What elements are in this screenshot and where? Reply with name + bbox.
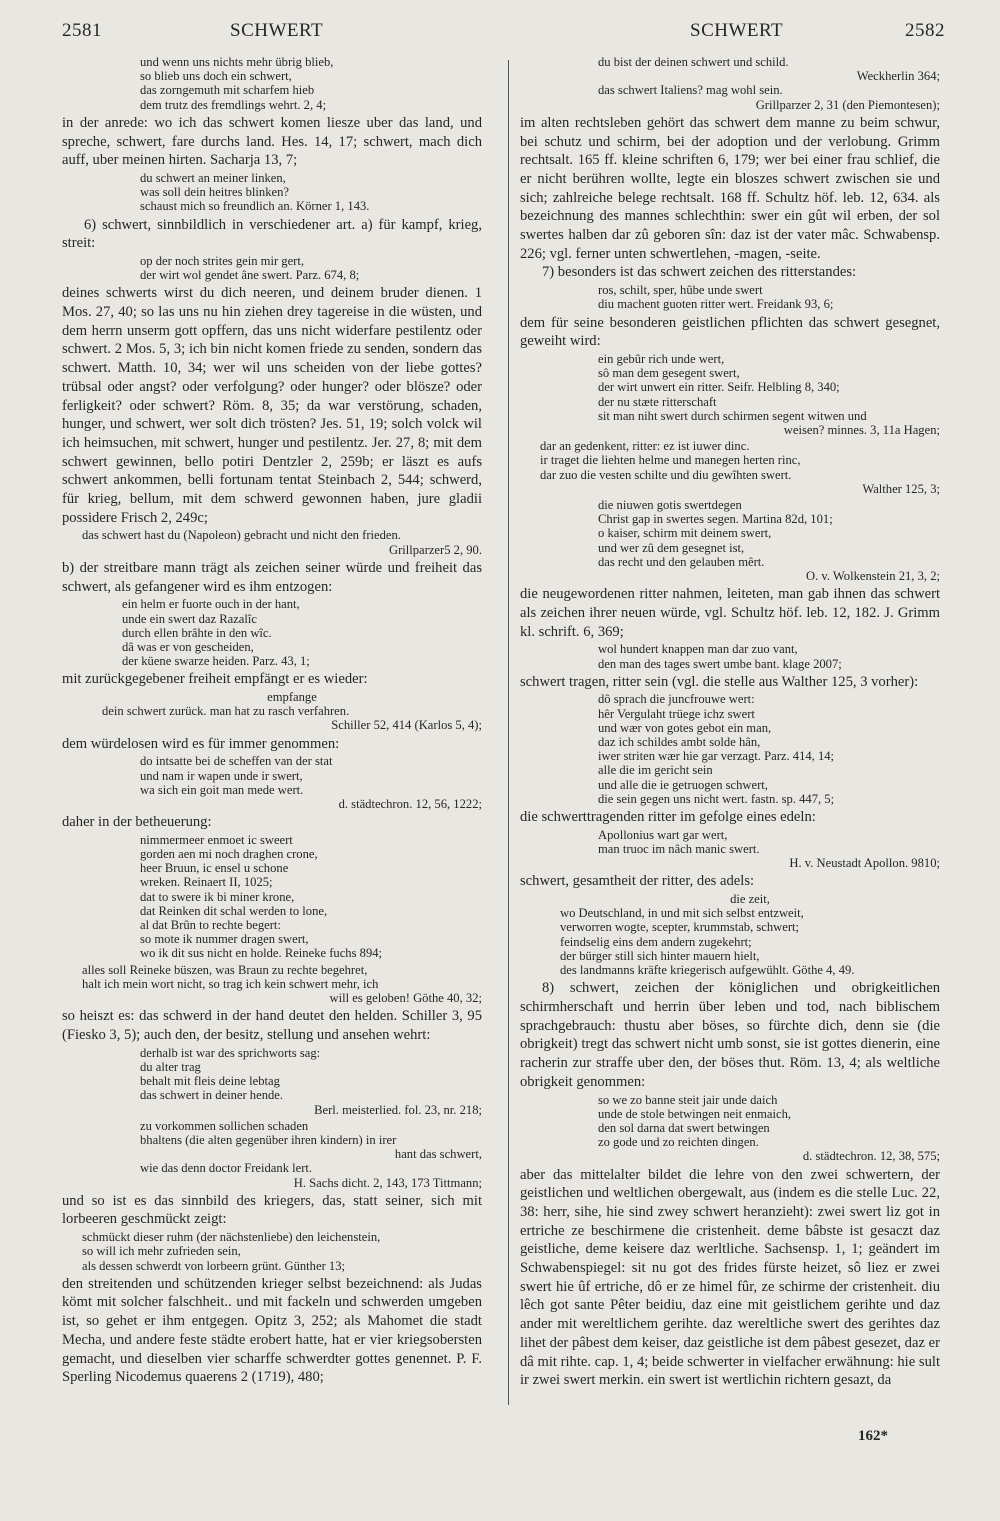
citation: will es geloben! Göthe 40, 32; xyxy=(329,991,482,1006)
verse-line: verworren wogte, scepter, krummstab, schwert; xyxy=(560,920,800,935)
verse-quote xyxy=(62,171,482,214)
verse-line: schmückt dieser ruhm (der nächstenliebe) den leichenstein, xyxy=(82,1230,381,1245)
citation: Schiller 52, 414 (Karlos 5, 4); xyxy=(331,718,482,733)
verse-line: das zorngemuth mit scharfem hieb xyxy=(140,83,315,98)
verse-line: alles soll Reineke büszen, was Braun zu rechte begehret, xyxy=(82,962,368,977)
verse-line: den man des tages swert umbe bant. klage 2007; xyxy=(598,656,842,671)
verse-line: sô man dem gesegent swert, xyxy=(598,366,740,381)
entry-paragraph: deines schwerts wirst du dich neeren, und deinem bruder dienen. 1 Mos. 27, 40; so las uns nu hin ziehen drey tagereise in die wüsten, und dem herrn unserm gott opffern, das uns nicht widerfare pestilentz oder schwert. 2 Mos. 5, 3; ich bin nicht komen friede zu senden, sondern das schwert. Matth. 10, 34; wer wil uns scheiden von der liebe gottes? trübsal oder angst? oder verfolgung? oder hunger? oder blösze? oder ferligkeit? oder schwert? Röm. 8, 35; da war verstörung, schaden, hunger, und schwert, wer solt dich trösten? Jes. 51, 19; solch volck wil ich heimsuchen, mit schwert, hunger und pestilentz. Jer. 27, 8; mit dem schwert gewinnen, bello potiri Dentzler 2, 259b; er läszt es aufs schwert ankommen, belli fortunam tentat Steinbach 2, 544; schwerd, für krieg, bellum, mit dem schwerd gewonnen haben, jure gladii possidere Frisch 2, 249c; xyxy=(62,285,482,526)
verse-line: halt ich mein wort nicht, so trag ich kein schwert mehr, ich xyxy=(82,976,379,991)
verse-line: der wirt wol gendet âne swert. Parz. 674, 8; xyxy=(140,268,360,283)
verse-line: dat Reinken dit schal werden to lone, xyxy=(140,903,328,918)
verse-quote xyxy=(520,1093,940,1164)
verse-line: sit man niht swert durch schirmen segent witwen und xyxy=(598,408,867,423)
verse-line: und wenn uns nichts mehr übrig blieb, xyxy=(140,55,334,69)
entry-paragraph: so heiszt es: das schwerd in der hand deutet den helden. Schiller 3, 95 (Fiesko 3, 5); auch den, der besitz, stellung und ansehen wehrt: xyxy=(62,1008,482,1043)
verse-line: der wirt unwert ein ritter. Seifr. Helbling 8, 340; xyxy=(598,380,840,395)
verse-quote xyxy=(62,1046,482,1117)
verse-line: und alle die ie getruogen schwert, xyxy=(598,777,768,792)
verse-line: diu machent guoten ritter wert. Freidank 93, 6; xyxy=(598,297,834,312)
verse-line: durch ellen brâhte in den wîc. xyxy=(122,625,272,640)
verse-line: der nu stæte ritterschaft xyxy=(598,394,717,409)
verse-line: ros, schilt, sper, hûbe unde swert xyxy=(598,283,763,298)
column-divider xyxy=(508,60,509,1405)
verse-line: so we zo banne steit jair unde daich xyxy=(598,1092,778,1107)
verse-line: den sol darna dat swert betwingen xyxy=(598,1120,770,1135)
verse-line: die niuwen gotis swertdegen xyxy=(598,497,742,512)
citation: Weckherlin 364; xyxy=(856,69,940,84)
verse-line: und nam ir wapen unde ir swert, xyxy=(140,768,303,783)
verse-line: hant das schwert, xyxy=(394,1147,482,1162)
verse-line: das schwert Italiens? mag wohl sein. xyxy=(598,83,783,98)
sheet-signature: 162* xyxy=(858,1428,888,1444)
verse-line: daz ich schildes ambt solde hân, xyxy=(598,735,761,750)
verse-line: schaust mich so freundlich an. Körner 1, 143. xyxy=(140,199,370,214)
verse-line: und wær von gotes gebot ein man, xyxy=(598,720,772,735)
verse-line: der küene swarze heiden. Parz. 43, 1; xyxy=(122,654,310,669)
verse-line: dat to swere ik bi miner krone, xyxy=(140,889,295,904)
verse-line: bhaltens (die alten gegenüber ihren kindern) in irer xyxy=(140,1132,397,1147)
verse-line: hêr Vergulaht trüege ichz swert xyxy=(598,706,755,721)
verse-quote xyxy=(62,597,482,668)
verse-line: dem trutz des fremdlings wehrt. 2, 4; xyxy=(140,97,327,112)
verse-line: ein helm er fuorte ouch in der hant, xyxy=(122,597,300,612)
verse-line: dâ was er von gescheiden, xyxy=(122,639,254,654)
verse-line: wol hundert knappen man dar zuo vant, xyxy=(598,642,798,657)
verse-line: so will ich mehr zufrieden sein, xyxy=(82,1244,241,1259)
verse-quote xyxy=(520,642,940,670)
verse-line: unde de stole betwingen neit enmaich, xyxy=(598,1106,792,1121)
verse-line: Christ gap in swertes segen. Martina 82d, 101; xyxy=(598,512,833,527)
entry-paragraph: aber das mittelalter bildet die lehre von den zwei schwertern, der geistlichen und weltlichen obergewalt, aus (indem es die stelle Luc. 22, 38: herr, sihe, hie sind zwey schwert heranzieht): zwei swert liz got in ertriche ze beschirmene die cristenheit. deme bâbste ist gesaczt daz geistliche, deme keisere daz werltliche. Sachsensp. 1, 1; geändert im Schwabenspiegel: sit nu got des frides fürste heizet, sô liez er zwei swert hie ûf ertriche, dô er ze himel fûr, ze schirme der cristenheit. diu lêch got sante Pêter beidiu, daz eine mit geistlichem gerihte und daz ander mit wereltlichem gerihte. daz wereltliche swert des gerihtes daz lihet der pâbest dem keiser, daz geistliche ist dem pâbest gesezet, daz er dâ mit rihte. cap. 1, 4; beide schwerter in vielfacher erwähnung: hie sult ir zwei swert merkin. ein swert ist wertlichin richtern gesazt, da xyxy=(520,1166,940,1389)
verse-line: was soll dein heitres blinken? xyxy=(140,185,289,200)
verse-line: ir traget die liehten helme und manegen herten rinc, xyxy=(540,453,801,468)
verse-line: al dat Brûn to rechte begert: xyxy=(140,918,281,933)
verse-line: zu vorkommen sollichen schaden xyxy=(140,1118,309,1133)
citation: d. städtechron. 12, 38, 575; xyxy=(802,1149,940,1164)
verse-line: so mote ik nummer dragen swert, xyxy=(140,932,309,947)
verse-quote xyxy=(520,892,940,977)
verse-quote xyxy=(520,498,940,583)
sense-paragraph: b) der streitbare mann trägt als zeichen seiner würde und freiheit das schwert, als gefangener wird es ihm entzogen: xyxy=(62,559,482,595)
verse-line: wie das denn doctor Freidank lert. xyxy=(140,1161,313,1176)
verse-line: wa sich ein goit man mede wert. xyxy=(140,782,304,797)
citation: d. städtechron. 12, 56, 1222; xyxy=(338,796,482,811)
verse-line: wreken. Reinaert II, 1025; xyxy=(140,875,273,890)
citation: Grillparzer 2, 31 (den Piemontesen); xyxy=(755,97,940,112)
verse-line: nimmermeer enmoet ic sweert xyxy=(140,832,293,847)
citation: O. v. Wolkenstein 21, 3, 2; xyxy=(805,569,940,583)
sense-paragraph: 6) schwert, sinnbildlich in verschiedener art. a) für kampf, krieg, streit: xyxy=(62,216,482,252)
verse-quote xyxy=(62,690,482,733)
verse-quote xyxy=(62,1230,482,1273)
citation: Walther 125, 3; xyxy=(862,481,940,496)
entry-paragraph: dem würdelosen wird es für immer genommen: xyxy=(62,735,340,752)
entry-paragraph: dem für seine besonderen geistlichen pflichten das schwert gesegnet, geweiht wird: xyxy=(520,314,940,350)
verse-line: des landmanns kräfte kriegerisch aufgewühlt. Göthe 4, 49. xyxy=(560,963,855,978)
entry-paragraph: mit zurückgegebener freiheit empfängt er es wieder: xyxy=(62,671,368,688)
verse-line: op der noch strites gein mir gert, xyxy=(140,253,305,268)
verse-line: unde ein swert daz Razalîc xyxy=(122,611,257,626)
entry-paragraph: und so ist es das sinnbild des kriegers, das, statt seiner, sich mit lorbeeren geschmückt zeigt: xyxy=(62,1192,482,1228)
sense-paragraph: 8) schwert, zeichen der königlichen und obrigkeitlichen schirmherschaft und herrin über leben und tod, nach biblischem sprachgebrauch: thustu aber böses, so fürchte dich, denn sie (die obrigkeit) tregt das schwert nicht umb sonst, sie ist gottes dienerin, eine racherin zur straffe uber den, der böses thut. Röm. 13, 4; als weltliche obrigkeit genommen: xyxy=(520,980,940,1090)
verse-line: dar zuo die vesten schilte und diu gewîhten swert. xyxy=(540,467,792,482)
verse-line: alle die im gericht sein xyxy=(598,763,713,778)
citation: H. Sachs dicht. 2, 143, 173 Tittmann; xyxy=(293,1175,482,1190)
citation: weisen? minnes. 3, 11a Hagen; xyxy=(783,422,940,437)
verse-line: feindselig eins dem andern zugekehrt; xyxy=(560,934,752,949)
verse-line: zo gode und zo reichten dingen. xyxy=(598,1135,759,1150)
verse-quote xyxy=(62,1119,482,1190)
entry-paragraph: im alten rechtsleben gehört das schwert dem manne zu beim schwur, bei schutz und schirm, bei der adoption und der verlobung. Grimm rechtsalt. 165 ff. kleine schriften 6, 179; wer bei einer frau schlief, die er nicht berühren wollte, legte ein bloszes schwert zwischen sie und sich; zahlreiche belege rechtsalt. 168 ff. Schultz höf. leb. 12, 634. als bezeichnung des mannes schlechthin: swer ein gût wil erben, der sol swertes halben dar zû geboren sîn: daz ist der vater mâc. Schwabensp. 226; vgl. ferner unten schwertlehen, -magen, -seite. xyxy=(520,114,940,262)
verse-quote xyxy=(520,352,940,437)
citation: Grillparzer5 2, 90. xyxy=(388,542,482,557)
sense-paragraph: 7) besonders ist das schwert zeichen des ritterstandes: xyxy=(542,264,857,281)
verse-line: als dessen schwerdt von lorbeern grünt. Günther 13; xyxy=(82,1258,346,1273)
verse-line: du alter trag xyxy=(140,1059,201,1074)
verse-line: ein gebûr rich unde wert, xyxy=(598,351,725,366)
verse-line: behalt mit fleis deine lebtag xyxy=(140,1074,280,1089)
verse-line: wo Deutschland, in und mit sich selbst entzweit, xyxy=(560,906,804,921)
verse-line: Apollonius wart gar wert, xyxy=(598,827,728,842)
verse-line: das schwert hast du (Napoleon) gebracht und nicht den frieden. xyxy=(82,528,401,543)
verse-quote xyxy=(62,528,482,556)
verse-line: iwer striten wær hie gar verzagt. Parz. 414, 14; xyxy=(598,749,835,764)
verse-quote xyxy=(62,963,482,1006)
verse-line: der bürger still sich hinter mauern hielt, xyxy=(560,948,760,963)
verse-quote xyxy=(520,828,940,871)
verse-line: do intsatte bei de scheffen van der stat xyxy=(140,754,333,769)
verse-quote xyxy=(62,754,482,811)
verse-line: heer Bruun, ic ensel u schone xyxy=(140,861,289,876)
verse-line: das schwert in deiner hende. xyxy=(140,1088,284,1103)
verse-line: die sein gegen uns nicht wert. fastn. sp. 447, 5; xyxy=(598,791,835,806)
verse-line: so blieb uns doch ein schwert, xyxy=(140,69,292,84)
verse-quote xyxy=(62,833,482,961)
verse-line: die zeit, xyxy=(730,892,770,907)
verse-line: o kaiser, schirm mit deinem swert, xyxy=(598,526,772,541)
verse-line: dar an gedenkent, ritter: ez ist iuwer dinc. xyxy=(540,439,750,454)
verse-line: derhalb ist war des sprichworts sag: xyxy=(140,1045,321,1060)
verse-line: empfange xyxy=(267,690,317,705)
entry-paragraph: den streitenden und schützenden krieger selbst bezeichnend: als Judas kömt mit solcher falschheit.. und mit fackeln und schwerden umgeben ist, so gehet er ihm entgegen. Opitz 3, 252; als Mahomet die stadt Mecha, und andere feste städte erobert hatte, hat er vier kriegsobersten gemacht, und dieselben vier scharffe schwerdter gottes genennet. P. F. Sperling Nicodemus quaerens 2 (1719), 480; xyxy=(62,1275,482,1386)
verse-line: wo ik dit sus nicht en holde. Reineke fuchs 894; xyxy=(140,946,383,961)
verse-quote xyxy=(520,55,940,112)
verse-line: dein schwert zurück. man hat zu rasch verfahren. xyxy=(102,704,350,719)
verse-quote xyxy=(62,55,482,112)
verse-quote xyxy=(520,439,940,496)
verse-line: dô sprach die juncfrouwe wert: xyxy=(598,692,755,707)
verse-line: das recht und den gelauben mêrt. xyxy=(598,554,765,569)
running-title-left: SCHWERT xyxy=(230,20,324,41)
left-column xyxy=(62,54,482,1387)
citation: Berl. meisterlied. fol. 23, nr. 218; xyxy=(314,1102,482,1117)
entry-paragraph: schwert tragen, ritter sein (vgl. die stelle aus Walther 125, 3 vorher): xyxy=(520,673,919,690)
citation: H. v. Neustadt Apollon. 9810; xyxy=(789,856,940,871)
verse-line: gorden aen mi noch draghen crone, xyxy=(140,847,318,862)
entry-paragraph: schwert, gesamtheit der ritter, des adels: xyxy=(520,873,755,890)
page-number-right: 2582 xyxy=(905,20,945,41)
verse-line: und wer zû dem gesegnet ist, xyxy=(598,540,745,555)
entry-paragraph: daher in der betheuerung: xyxy=(62,814,212,831)
page-number-left: 2581 xyxy=(62,20,102,41)
verse-line: man truoc im nâch manic swert. xyxy=(598,841,760,856)
right-column xyxy=(520,54,940,1390)
verse-quote xyxy=(520,283,940,311)
entry-paragraph: in der anrede: wo ich das schwert komen liesze uber das land, und spreche, schwert, fare durchs land. Hes. 14, 17; schwert, mach dich auff, uber meinen hirten. Sacharja 13, 7; xyxy=(62,114,482,169)
verse-quote xyxy=(520,692,940,806)
verse-line: du schwert an meiner linken, xyxy=(140,170,286,185)
entry-paragraph: die neugewordenen ritter nahmen, leiteten, man gab ihnen das schwert als zeichen ihrer neuen würde, vgl. Schultz höf. leb. 12, 182. J. Grimm kl. schrift. 6, 369; xyxy=(520,586,940,640)
running-title-right: SCHWERT xyxy=(690,20,784,41)
verse-line: du bist der deinen schwert und schild. xyxy=(598,55,789,69)
entry-paragraph: die schwerttragenden ritter im gefolge eines edeln: xyxy=(520,809,816,826)
verse-quote xyxy=(62,254,482,282)
